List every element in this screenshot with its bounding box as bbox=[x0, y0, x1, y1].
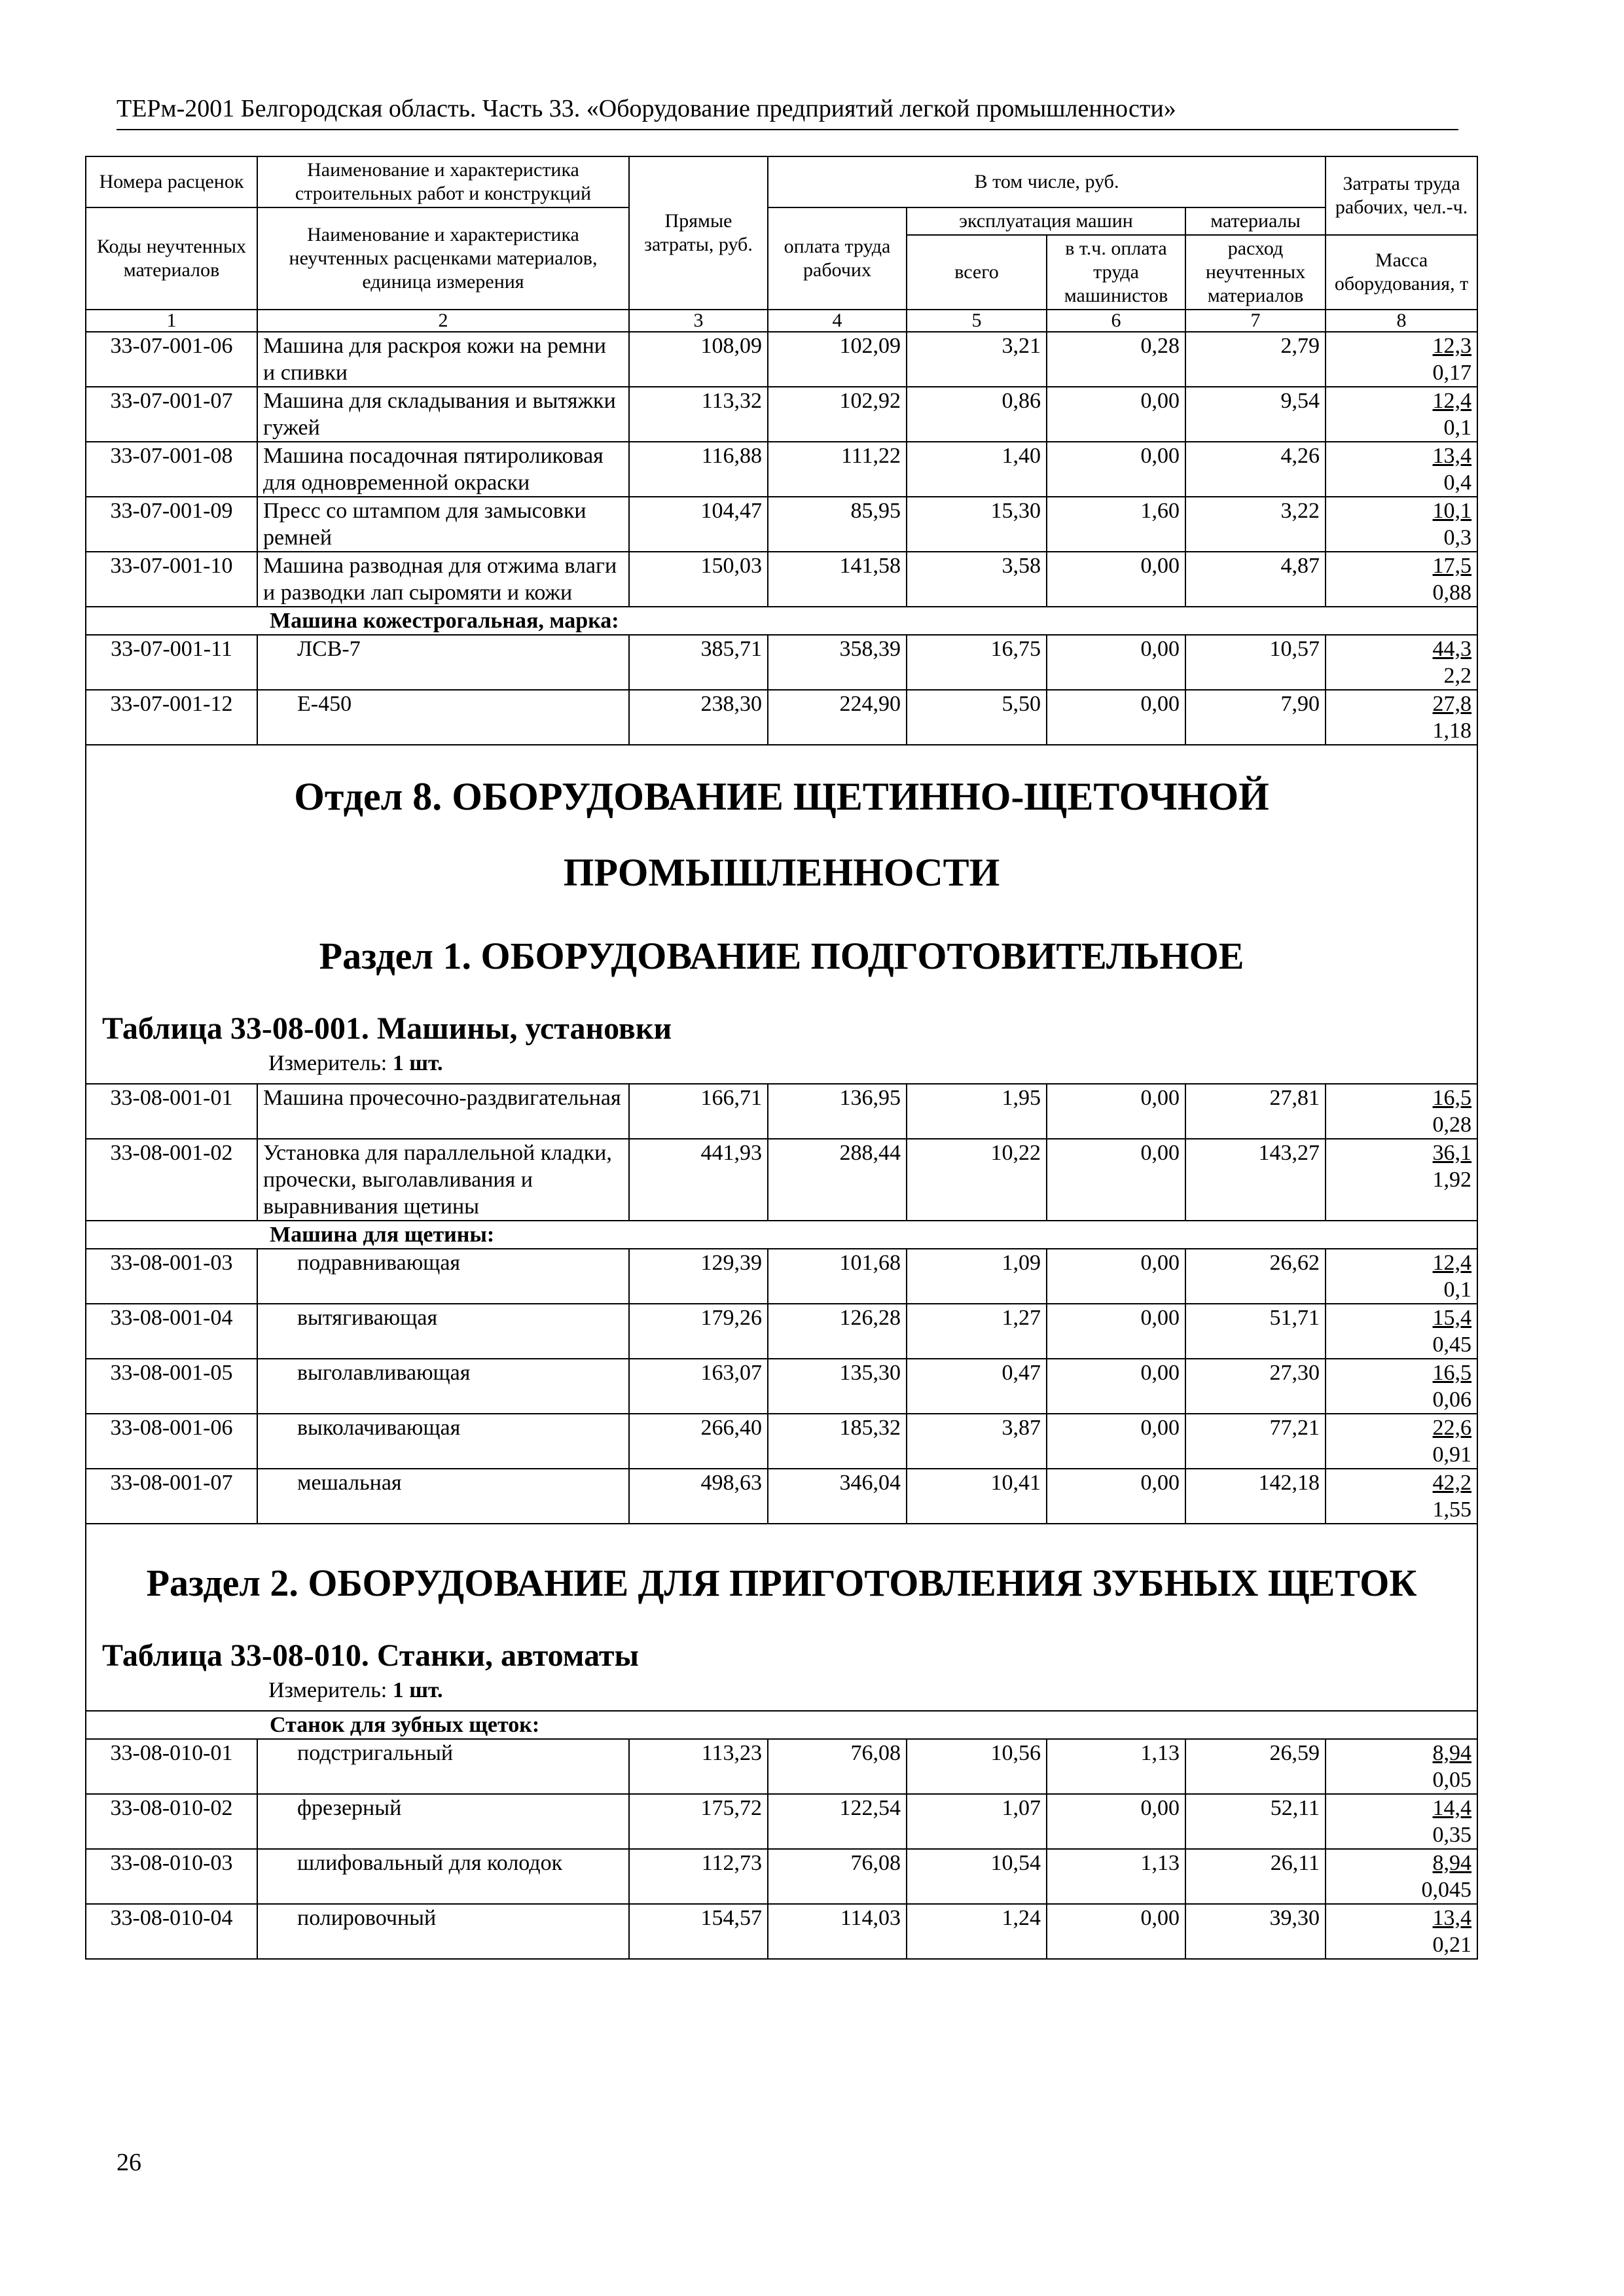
machinist-pay-value: 0,00 bbox=[1047, 1904, 1185, 1959]
direct-costs-value: 113,23 bbox=[629, 1739, 768, 1794]
materials-value: 26,62 bbox=[1185, 1249, 1326, 1304]
labor-pay-value: 136,95 bbox=[768, 1084, 907, 1139]
materials-value: 143,27 bbox=[1185, 1139, 1326, 1221]
labor-hours-and-mass bbox=[1326, 387, 1477, 442]
column-number: 4 bbox=[768, 310, 907, 332]
rate-name: Е-450 bbox=[257, 690, 629, 745]
table-row bbox=[86, 690, 1477, 745]
header-direct-costs: Прямые затраты, руб. bbox=[629, 156, 768, 310]
machine-operation-value: 1,95 bbox=[907, 1084, 1047, 1139]
labor-pay-value: 76,08 bbox=[768, 1739, 907, 1794]
column-numbers-row bbox=[86, 310, 1477, 332]
rate-name: Машина посадочная пятироликовая для одновременной окраски bbox=[257, 442, 629, 497]
direct-costs-value: 166,71 bbox=[629, 1084, 768, 1139]
group-row bbox=[86, 607, 1477, 635]
materials-value: 39,30 bbox=[1185, 1904, 1326, 1959]
direct-costs-value: 266,40 bbox=[629, 1414, 768, 1469]
machine-operation-value: 0,47 bbox=[907, 1359, 1047, 1414]
rate-code: 33-08-010-01 bbox=[86, 1739, 257, 1794]
labor-hours-value: 12,4 bbox=[1432, 389, 1472, 413]
labor-hours-and-mass bbox=[1326, 1414, 1477, 1469]
machinist-pay-value: 0,00 bbox=[1047, 1469, 1185, 1524]
rate-code: 33-08-001-02 bbox=[86, 1139, 257, 1221]
equipment-mass-value: 0,3 bbox=[1443, 526, 1472, 550]
labor-hours-and-mass bbox=[1326, 1139, 1477, 1221]
machinist-pay-value: 0,00 bbox=[1047, 1359, 1185, 1414]
labor-hours-value: 10,1 bbox=[1432, 499, 1472, 523]
materials-value: 4,26 bbox=[1185, 442, 1326, 497]
division-title-line1: Отдел 8. ОБОРУДОВАНИЕ ЩЕТИННО-ЩЕТОЧНОЙ bbox=[294, 775, 1269, 818]
table-row bbox=[86, 552, 1477, 607]
header-machinist-pay: в т.ч. оплата труда машинистов bbox=[1047, 235, 1185, 310]
header-total: всего bbox=[907, 235, 1047, 310]
machine-operation-value: 1,09 bbox=[907, 1249, 1047, 1304]
direct-costs-value: 441,93 bbox=[629, 1139, 768, 1221]
rate-name: фрезерный bbox=[257, 1794, 629, 1849]
column-number: 5 bbox=[907, 310, 1047, 332]
machinist-pay-value: 0,00 bbox=[1047, 1084, 1185, 1139]
header-row-1 bbox=[86, 156, 1477, 207]
labor-pay-value: 111,22 bbox=[768, 442, 907, 497]
labor-pay-value: 141,58 bbox=[768, 552, 907, 607]
labor-hours-value: 36,1 bbox=[1432, 1141, 1472, 1165]
rate-code: 33-07-001-09 bbox=[86, 497, 257, 552]
materials-value: 51,71 bbox=[1185, 1304, 1326, 1359]
labor-pay-value: 346,04 bbox=[768, 1469, 907, 1524]
labor-hours-value: 14,4 bbox=[1432, 1796, 1472, 1820]
header-rate-numbers: Номера расценок bbox=[86, 156, 257, 207]
table-33-08-010-title: Таблица 33-08-010. Станки, автоматы bbox=[102, 1638, 639, 1673]
rate-name: полировочный bbox=[257, 1904, 629, 1959]
section-1-title: Раздел 1. ОБОРУДОВАНИЕ ПОДГОТОВИТЕЛЬНОЕ bbox=[319, 935, 1244, 977]
materials-value: 9,54 bbox=[1185, 387, 1326, 442]
labor-hours-and-mass bbox=[1326, 1084, 1477, 1139]
materials-value: 27,30 bbox=[1185, 1359, 1326, 1414]
header-labor-pay: оплата труда рабочих bbox=[768, 207, 907, 310]
rate-code: 33-08-001-01 bbox=[86, 1084, 257, 1139]
machine-operation-value: 0,86 bbox=[907, 387, 1047, 442]
rate-code: 33-07-001-11 bbox=[86, 635, 257, 690]
labor-pay-value: 224,90 bbox=[768, 690, 907, 745]
header-worker-costs: Затраты труда рабочих, чел.-ч. bbox=[1326, 156, 1477, 235]
labor-pay-value: 135,30 bbox=[768, 1359, 907, 1414]
machine-operation-value: 1,40 bbox=[907, 442, 1047, 497]
table-row bbox=[86, 332, 1477, 387]
direct-costs-value: 116,88 bbox=[629, 442, 768, 497]
division-title-line2: ПРОМЫШЛЕННОСТИ bbox=[563, 851, 1000, 894]
section-2-title: Раздел 2. ОБОРУДОВАНИЕ ДЛЯ ПРИГОТОВЛЕНИЯ ЗУБНЫХ ЩЕТОК bbox=[146, 1562, 1417, 1604]
materials-value: 27,81 bbox=[1185, 1084, 1326, 1139]
labor-pay-value: 102,09 bbox=[768, 332, 907, 387]
machine-operation-value: 10,22 bbox=[907, 1139, 1047, 1221]
machinist-pay-value: 1,60 bbox=[1047, 497, 1185, 552]
direct-costs-value: 238,30 bbox=[629, 690, 768, 745]
header-machine-operation: эксплуатация машин bbox=[907, 207, 1185, 235]
equipment-mass-value: 0,21 bbox=[1432, 1933, 1472, 1957]
direct-costs-value: 498,63 bbox=[629, 1469, 768, 1524]
measure-unit bbox=[86, 1676, 1477, 1705]
rate-code: 33-07-001-06 bbox=[86, 332, 257, 387]
machine-operation-value: 16,75 bbox=[907, 635, 1047, 690]
materials-value: 7,90 bbox=[1185, 690, 1326, 745]
labor-pay-value: 114,03 bbox=[768, 1904, 907, 1959]
rate-name: мешальная bbox=[257, 1469, 629, 1524]
equipment-mass-value: 0,91 bbox=[1432, 1443, 1472, 1467]
rate-code: 33-08-010-02 bbox=[86, 1794, 257, 1849]
labor-hours-value: 13,4 bbox=[1432, 444, 1472, 468]
equipment-mass-value: 0,45 bbox=[1432, 1333, 1472, 1357]
table-row bbox=[86, 1139, 1477, 1221]
labor-hours-and-mass bbox=[1326, 1904, 1477, 1959]
table-row bbox=[86, 1739, 1477, 1794]
labor-hours-and-mass bbox=[1326, 332, 1477, 387]
machinist-pay-value: 0,00 bbox=[1047, 1794, 1185, 1849]
materials-value: 26,11 bbox=[1185, 1849, 1326, 1904]
rate-code: 33-08-010-03 bbox=[86, 1849, 257, 1904]
equipment-mass-value: 0,28 bbox=[1432, 1113, 1472, 1137]
header-including: В том числе, руб. bbox=[768, 156, 1326, 207]
equipment-mass-value: 1,55 bbox=[1432, 1498, 1472, 1522]
labor-hours-value: 16,5 bbox=[1432, 1086, 1472, 1110]
equipment-mass-value: 1,92 bbox=[1432, 1168, 1472, 1192]
materials-value: 3,22 bbox=[1185, 497, 1326, 552]
column-number: 3 bbox=[629, 310, 768, 332]
rate-code: 33-08-010-04 bbox=[86, 1904, 257, 1959]
heading-row bbox=[86, 745, 1477, 1084]
machinist-pay-value: 1,13 bbox=[1047, 1849, 1185, 1904]
equipment-mass-value: 2,2 bbox=[1443, 664, 1472, 688]
table-row bbox=[86, 1304, 1477, 1359]
page-number: 26 bbox=[117, 2149, 141, 2176]
table-row bbox=[86, 497, 1477, 552]
equipment-mass-value: 0,88 bbox=[1432, 581, 1472, 605]
direct-costs-value: 129,39 bbox=[629, 1249, 768, 1304]
labor-hours-value: 12,3 bbox=[1432, 334, 1472, 358]
rate-name: вытягивающая bbox=[257, 1304, 629, 1359]
labor-hours-value: 8,94 bbox=[1432, 1851, 1472, 1875]
labor-pay-value: 358,39 bbox=[768, 635, 907, 690]
labor-hours-value: 13,4 bbox=[1432, 1906, 1472, 1930]
machine-operation-value: 3,87 bbox=[907, 1414, 1047, 1469]
equipment-mass-value: 0,045 bbox=[1421, 1878, 1472, 1902]
direct-costs-value: 385,71 bbox=[629, 635, 768, 690]
equipment-mass-value: 0,06 bbox=[1432, 1388, 1472, 1412]
labor-hours-and-mass bbox=[1326, 1849, 1477, 1904]
rate-code: 33-08-001-05 bbox=[86, 1359, 257, 1414]
labor-hours-and-mass bbox=[1326, 1304, 1477, 1359]
table-row bbox=[86, 1904, 1477, 1959]
column-number: 1 bbox=[86, 310, 257, 332]
rate-name: шлифовальный для колодок bbox=[257, 1849, 629, 1904]
labor-hours-and-mass bbox=[1326, 1249, 1477, 1304]
labor-pay-value: 85,95 bbox=[768, 497, 907, 552]
direct-costs-value: 104,47 bbox=[629, 497, 768, 552]
rate-code: 33-08-001-03 bbox=[86, 1249, 257, 1304]
rate-name: Установка для параллельной кладки, прочески, выголавливания и выравнивания щетины bbox=[257, 1139, 629, 1221]
group-title-toothbrush: Станок для зубных щеток: bbox=[86, 1711, 1477, 1739]
labor-hours-and-mass bbox=[1326, 442, 1477, 497]
heading-block bbox=[86, 1524, 1477, 1711]
labor-pay-value: 126,28 bbox=[768, 1304, 907, 1359]
rate-name: Машина для раскроя кожи на ремни и спивки bbox=[257, 332, 629, 387]
table-row bbox=[86, 387, 1477, 442]
machine-operation-value: 3,58 bbox=[907, 552, 1047, 607]
machinist-pay-value: 0,00 bbox=[1047, 1249, 1185, 1304]
machinist-pay-value: 0,00 bbox=[1047, 552, 1185, 607]
table-row bbox=[86, 442, 1477, 497]
rate-name: Пресс со штампом для замысовки ремней bbox=[257, 497, 629, 552]
rate-code: 33-07-001-07 bbox=[86, 387, 257, 442]
running-title: ТЕРм-2001 Белгородская область. Часть 33. «Оборудование предприятий легкой промышленности» bbox=[117, 95, 1176, 122]
table-row bbox=[86, 635, 1477, 690]
labor-hours-value: 16,5 bbox=[1432, 1361, 1472, 1385]
table-row bbox=[86, 1849, 1477, 1904]
table-row bbox=[86, 1084, 1477, 1139]
group-title-leather: Машина кожестрогальная, марка: bbox=[86, 607, 1477, 635]
table-row bbox=[86, 1794, 1477, 1849]
machinist-pay-value: 0,00 bbox=[1047, 635, 1185, 690]
labor-hours-value: 12,4 bbox=[1432, 1251, 1472, 1275]
rate-code: 33-07-001-12 bbox=[86, 690, 257, 745]
rate-name: Машина прочесочно-раздвигательная bbox=[257, 1084, 629, 1139]
equipment-mass-value: 0,4 bbox=[1443, 471, 1472, 495]
header-codes-unaccounted: Коды неучтенных материалов bbox=[86, 207, 257, 310]
machinist-pay-value: 0,00 bbox=[1047, 1414, 1185, 1469]
rate-name: Машина разводная для отжима влаги и разводки лап сыромяти и кожи bbox=[257, 552, 629, 607]
column-number: 7 bbox=[1185, 310, 1326, 332]
measure-label: Измеритель: bbox=[268, 1678, 388, 1702]
labor-hours-and-mass bbox=[1326, 690, 1477, 745]
rate-name: выголавливающая bbox=[257, 1359, 629, 1414]
header-materials: материалы bbox=[1185, 207, 1326, 235]
labor-hours-and-mass bbox=[1326, 635, 1477, 690]
table-33-08-001-title: Таблица 33-08-001. Машины, установки bbox=[102, 1011, 672, 1046]
rates-table bbox=[85, 156, 1478, 1960]
direct-costs-value: 179,26 bbox=[629, 1304, 768, 1359]
table-row bbox=[86, 1469, 1477, 1524]
labor-pay-value: 102,92 bbox=[768, 387, 907, 442]
measure-value: 1 шт. bbox=[392, 1678, 443, 1702]
materials-value: 77,21 bbox=[1185, 1414, 1326, 1469]
rate-name: подстригальный bbox=[257, 1739, 629, 1794]
machine-operation-value: 3,21 bbox=[907, 332, 1047, 387]
title-rule bbox=[117, 129, 1458, 130]
machinist-pay-value: 1,13 bbox=[1047, 1739, 1185, 1794]
labor-pay-value: 185,32 bbox=[768, 1414, 907, 1469]
direct-costs-value: 113,32 bbox=[629, 387, 768, 442]
machinist-pay-value: 0,00 bbox=[1047, 690, 1185, 745]
column-number: 8 bbox=[1326, 310, 1477, 332]
equipment-mass-value: 0,05 bbox=[1432, 1768, 1472, 1792]
materials-value: 4,87 bbox=[1185, 552, 1326, 607]
labor-pay-value: 76,08 bbox=[768, 1849, 907, 1904]
direct-costs-value: 154,57 bbox=[629, 1904, 768, 1959]
direct-costs-value: 108,09 bbox=[629, 332, 768, 387]
direct-costs-value: 150,03 bbox=[629, 552, 768, 607]
heading-block bbox=[86, 745, 1477, 1084]
machinist-pay-value: 0,28 bbox=[1047, 332, 1185, 387]
materials-value: 10,57 bbox=[1185, 635, 1326, 690]
machine-operation-value: 10,56 bbox=[907, 1739, 1047, 1794]
materials-value: 26,59 bbox=[1185, 1739, 1326, 1794]
machine-operation-value: 1,27 bbox=[907, 1304, 1047, 1359]
machine-operation-value: 1,07 bbox=[907, 1794, 1047, 1849]
materials-value: 142,18 bbox=[1185, 1469, 1326, 1524]
rate-code: 33-07-001-08 bbox=[86, 442, 257, 497]
column-number: 2 bbox=[257, 310, 629, 332]
machinist-pay-value: 0,00 bbox=[1047, 442, 1185, 497]
labor-hours-and-mass bbox=[1326, 1469, 1477, 1524]
labor-pay-value: 101,68 bbox=[768, 1249, 907, 1304]
labor-hours-value: 15,4 bbox=[1432, 1306, 1472, 1330]
machine-operation-value: 10,54 bbox=[907, 1849, 1047, 1904]
machine-operation-value: 15,30 bbox=[907, 497, 1047, 552]
rate-name: ЛСВ-7 bbox=[257, 635, 629, 690]
machine-operation-value: 1,24 bbox=[907, 1904, 1047, 1959]
rate-code: 33-07-001-10 bbox=[86, 552, 257, 607]
header-work-name: Наименование и характеристика строительных работ и конструкций bbox=[257, 156, 629, 207]
equipment-mass-value: 0,1 bbox=[1443, 1278, 1472, 1302]
labor-hours-value: 27,8 bbox=[1432, 692, 1472, 716]
direct-costs-value: 112,73 bbox=[629, 1849, 768, 1904]
materials-value: 2,79 bbox=[1185, 332, 1326, 387]
machinist-pay-value: 0,00 bbox=[1047, 1139, 1185, 1221]
group-row bbox=[86, 1711, 1477, 1739]
equipment-mass-value: 0,35 bbox=[1432, 1823, 1472, 1847]
table-row bbox=[86, 1359, 1477, 1414]
equipment-mass-value: 0,17 bbox=[1432, 361, 1472, 385]
labor-hours-value: 22,6 bbox=[1432, 1416, 1472, 1440]
heading-row bbox=[86, 1524, 1477, 1711]
equipment-mass-value: 1,18 bbox=[1432, 719, 1472, 743]
labor-hours-and-mass bbox=[1326, 497, 1477, 552]
machinist-pay-value: 0,00 bbox=[1047, 387, 1185, 442]
rate-name: выколачивающая bbox=[257, 1414, 629, 1469]
labor-hours-and-mass bbox=[1326, 552, 1477, 607]
group-row bbox=[86, 1221, 1477, 1249]
column-number: 6 bbox=[1047, 310, 1185, 332]
header-unaccounted-consumption: расход неучтенных материалов bbox=[1185, 235, 1326, 310]
labor-hours-value: 17,5 bbox=[1432, 554, 1472, 578]
labor-hours-and-mass bbox=[1326, 1794, 1477, 1849]
rate-code: 33-08-001-07 bbox=[86, 1469, 257, 1524]
materials-value: 52,11 bbox=[1185, 1794, 1326, 1849]
rate-name: Машина для складывания и вытяжки гужей bbox=[257, 387, 629, 442]
labor-pay-value: 122,54 bbox=[768, 1794, 907, 1849]
rate-name: подравнивающая bbox=[257, 1249, 629, 1304]
header-equipment-mass: Масса оборудования, т bbox=[1326, 235, 1477, 310]
direct-costs-value: 175,72 bbox=[629, 1794, 768, 1849]
machinist-pay-value: 0,00 bbox=[1047, 1304, 1185, 1359]
measure-label: Измеритель: bbox=[268, 1051, 388, 1075]
labor-hours-and-mass bbox=[1326, 1739, 1477, 1794]
labor-pay-value: 288,44 bbox=[768, 1139, 907, 1221]
measure-value: 1 шт. bbox=[392, 1051, 443, 1075]
labor-hours-and-mass bbox=[1326, 1359, 1477, 1414]
rate-code: 33-08-001-06 bbox=[86, 1414, 257, 1469]
labor-hours-value: 8,94 bbox=[1432, 1741, 1472, 1765]
group-title-bristle: Машина для щетины: bbox=[86, 1221, 1477, 1249]
rate-code: 33-08-001-04 bbox=[86, 1304, 257, 1359]
equipment-mass-value: 0,1 bbox=[1443, 416, 1472, 440]
direct-costs-value: 163,07 bbox=[629, 1359, 768, 1414]
header-unaccounted-name: Наименование и характеристика неучтенных расценками материалов, единица измерения bbox=[257, 207, 629, 310]
header-row-2 bbox=[86, 207, 1477, 235]
table-row bbox=[86, 1414, 1477, 1469]
machine-operation-value: 10,41 bbox=[907, 1469, 1047, 1524]
table-row bbox=[86, 1249, 1477, 1304]
measure-unit bbox=[86, 1049, 1477, 1078]
machine-operation-value: 5,50 bbox=[907, 690, 1047, 745]
labor-hours-value: 42,2 bbox=[1432, 1471, 1472, 1495]
labor-hours-value: 44,3 bbox=[1432, 637, 1472, 661]
